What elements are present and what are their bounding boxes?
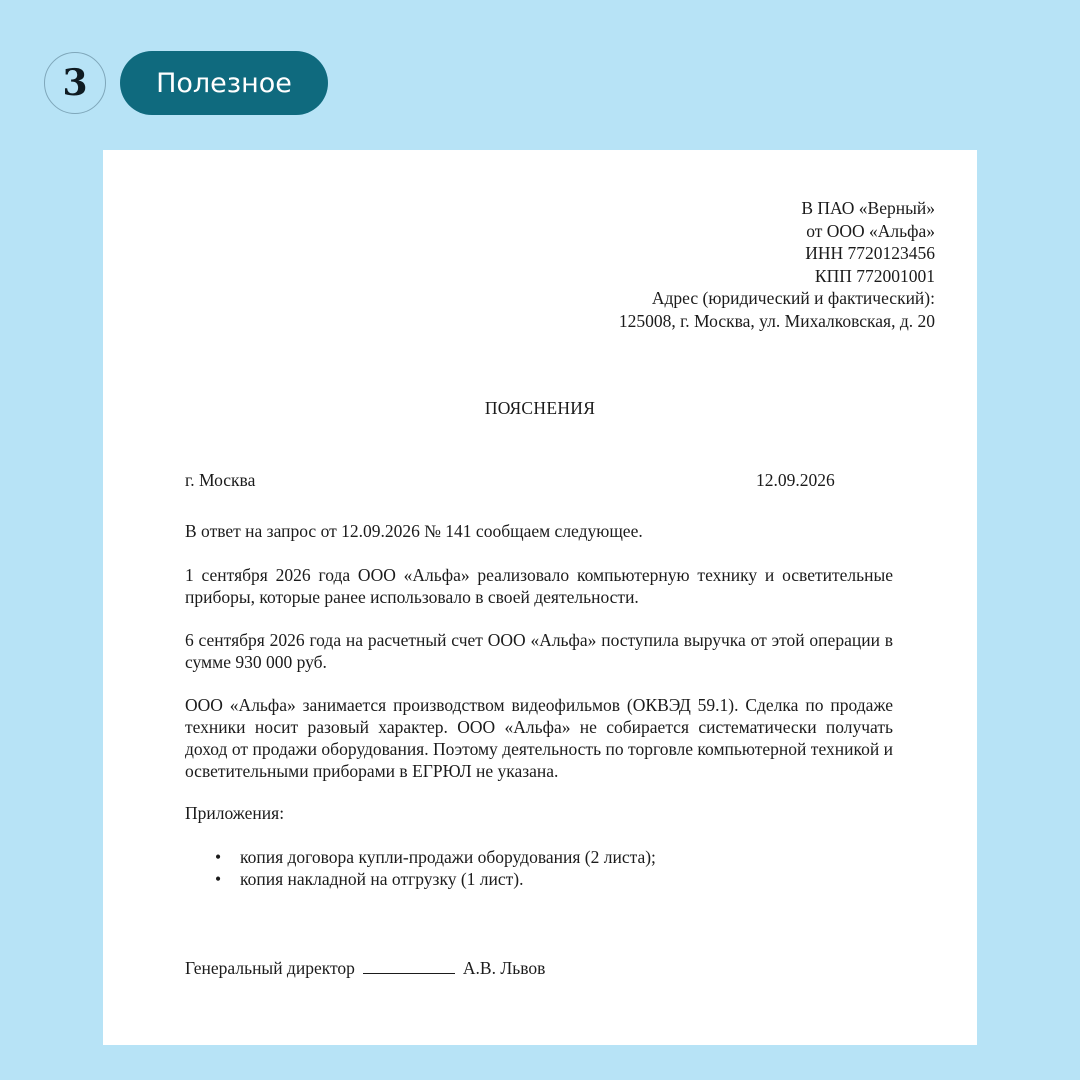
body-paragraph: ООО «Альфа» занимается производством видеофильмов (ОКВЭД 59.1). Сделка по продаже техники носит разовый характер. ООО «Альфа» не собирается систематически получать доход от продажи оборудования. Поэтому деятельность по торговле компьютерной техникой и осветительными приборами в ЕГРЮЛ не указана.: [185, 695, 893, 781]
attachments-list: [185, 846, 656, 890]
recipient-line: В ПАО «Верный»: [801, 198, 935, 218]
recipient-line: ИНН 7720123456: [805, 243, 935, 263]
attachment-item: • копия договора купли-продажи оборудования (2 листа);: [185, 846, 656, 868]
recipient-block: [619, 197, 935, 332]
signer-position: Генеральный директор: [185, 958, 355, 978]
attachments-title: Приложения:: [185, 803, 285, 823]
signature-block: [185, 957, 545, 979]
document-city: г. Москва: [185, 470, 256, 490]
body-paragraph: 1 сентября 2026 года ООО «Альфа» реализовало компьютерную технику и осветительные приборы, которые ранее использовало в своей деятельности.: [185, 565, 893, 607]
category-tag: Полезное: [120, 51, 328, 115]
attachment-item: • копия накладной на отгрузку (1 лист).: [185, 868, 656, 890]
document-page: [103, 150, 977, 1045]
recipient-line: Адрес (юридический и фактический):: [651, 288, 935, 308]
recipient-line: КПП 772001001: [814, 265, 935, 286]
signature-line: [363, 957, 455, 974]
recipient-line: от ООО «Альфа»: [806, 220, 935, 241]
intro-paragraph: В ответ на запрос от 12.09.2026 № 141 сообщаем следующее.: [185, 521, 643, 541]
recipient-line: 125008, г. Москва, ул. Михалковская, д. 20: [618, 310, 935, 331]
document-title: ПОЯСНЕНИЯ: [484, 398, 596, 418]
signer-name: А.В. Львов: [462, 958, 546, 978]
document-date: 12.09.2026: [756, 470, 835, 490]
step-number-badge: 3: [44, 52, 106, 114]
body-paragraph: 6 сентября 2026 года на расчетный счет ООО «Альфа» поступила выручка от этой операции в сумме 930 000 руб.: [185, 630, 893, 672]
